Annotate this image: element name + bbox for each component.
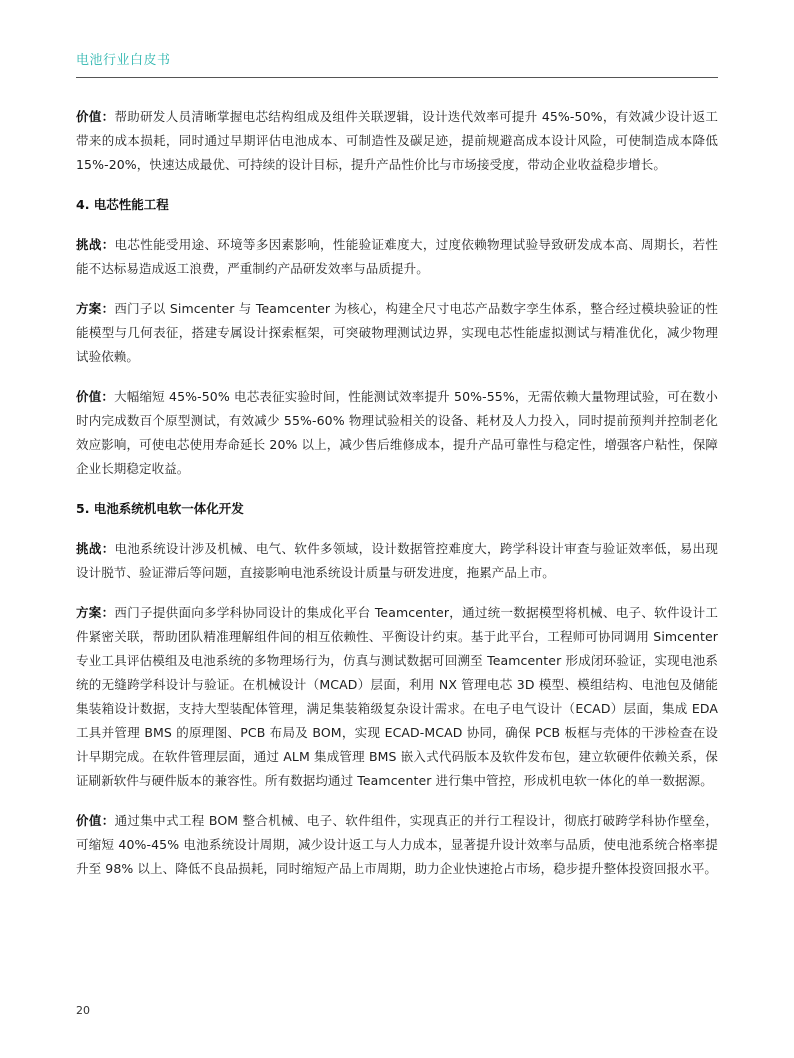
paragraph-text: 通过集中式工程 BOM 整合机械、电子、软件组件，实现真正的并行工程设计，彻底打破跨学科协作壁垒，可缩短 40%-45% 电池系统设计周期，减少设计返工与人力成本，显著提升设计效率与品质，使电池系统合格率提升至 98% 以上、降低不良品损耗，同时缩短产品上市周期，助力企业快速抢占市场，稳步提升整体投资回报水平。	[76, 813, 718, 876]
paragraph-text: 电芯性能受用途、环境等多因素影响，性能验证难度大，过度依赖物理试验导致研发成本高、周期长，若性能不达标易造成返工浪费，严重制约产品研发效率与品质提升。	[76, 237, 718, 276]
section-heading-battery-system: 5. 电池系统机电软一体化开发	[76, 501, 244, 516]
paragraph-lead: 方案：	[76, 605, 115, 620]
section-heading-cell-performance: 4. 电芯性能工程	[76, 197, 169, 212]
challenge-paragraph-cell-performance	[76, 233, 718, 281]
value-paragraph-battery-system	[76, 809, 718, 881]
paragraph-lead: 挑战：	[76, 541, 115, 556]
paragraph-lead: 方案：	[76, 301, 115, 316]
page-number: 20	[76, 1004, 90, 1017]
paragraph-lead: 价值：	[76, 109, 115, 124]
paragraph-text: 电池系统设计涉及机械、电气、软件多领域，设计数据管控难度大，跨学科设计审查与验证效率低，易出现设计脱节、验证滞后等问题，直接影响电池系统设计质量与研发进度，拖累产品上市。	[76, 541, 718, 580]
solution-paragraph-cell-performance	[76, 297, 718, 369]
value-paragraph-cell-performance	[76, 385, 718, 481]
paragraph-lead: 挑战：	[76, 237, 115, 252]
paragraph-text: 西门子提供面向多学科协同设计的集成化平台 Teamcenter，通过统一数据模型将机械、电子、软件设计工件紧密关联，帮助团队精准理解组件间的相互依赖性、平衡设计约束。基于此平台，工程师可协同调用 Simcenter 专业工具评估模组及电池系统的多物理场行为，仿真与测试数据可回溯至 Teamcenter 形成闭环验证，实现电池系统的无缝跨学科设计与验证。在机械设计（MCAD）层面，利用 NX 管理电芯 3D 模型、模组结构、电池包及储能集装箱设计数据，支持大型装配体管理，满足集装箱级复杂设计需求。在电子电气设计（ECAD）层面，集成 EDA 工具并管理 BMS 的原理图、PCB 布局及 BOM，实现 ECAD-MCAD 协同，确保 PCB 板框与壳体的干涉检查在设计早期完成。在软件管理层面，通过 ALM 集成管理 BMS 嵌入式代码版本及软件发布包，建立软硬件依赖关系，保证刷新软件与硬件版本的兼容性。所有数据均通过 Teamcenter 进行集中管控，形成机电软一体化的单一数据源。	[76, 605, 718, 788]
solution-paragraph-battery-system	[76, 601, 718, 793]
value-paragraph-cell-structure	[76, 105, 718, 177]
document-title: 电池行业白皮书	[76, 53, 171, 68]
paragraph-lead: 价值：	[76, 813, 115, 828]
paragraph-text: 帮助研发人员清晰掌握电芯结构组成及组件关联逻辑，设计迭代效率可提升 45%-50%，有效减少设计返工带来的成本损耗，同时通过早期评估电池成本、可制造性及碳足迹，提前规避高成本设计风险，可使制造成本降低 15%-20%，快速达成最优、可持续的设计目标，提升产品性价比与市场接受度，带动企业收益稳步增长。	[76, 109, 718, 172]
page-content	[76, 105, 718, 897]
paragraph-text: 西门子以 Simcenter 与 Teamcenter 为核心，构建全尺寸电芯产品数字孪生体系，整合经过模块验证的性能模型与几何表征，搭建专属设计探索框架，可突破物理测试边界，实现电芯性能虚拟测试与精准优化，减少物理试验依赖。	[76, 301, 718, 364]
page-header	[76, 51, 718, 71]
challenge-paragraph-battery-system	[76, 537, 718, 585]
header-divider	[76, 77, 718, 78]
paragraph-text: 大幅缩短 45%-50% 电芯表征实验时间，性能测试效率提升 50%-55%，无需依赖大量物理试验，可在数小时内完成数百个原型测试，有效减少 55%-60% 物理试验相关的设备、耗材及人力投入，同时提前预判并控制老化效应影响，可使电芯使用寿命延长 20% 以上，减少售后维修成本，提升产品可靠性与稳定性，增强客户粘性，保障企业长期稳定收益。	[76, 389, 718, 476]
paragraph-lead: 价值：	[76, 389, 115, 404]
